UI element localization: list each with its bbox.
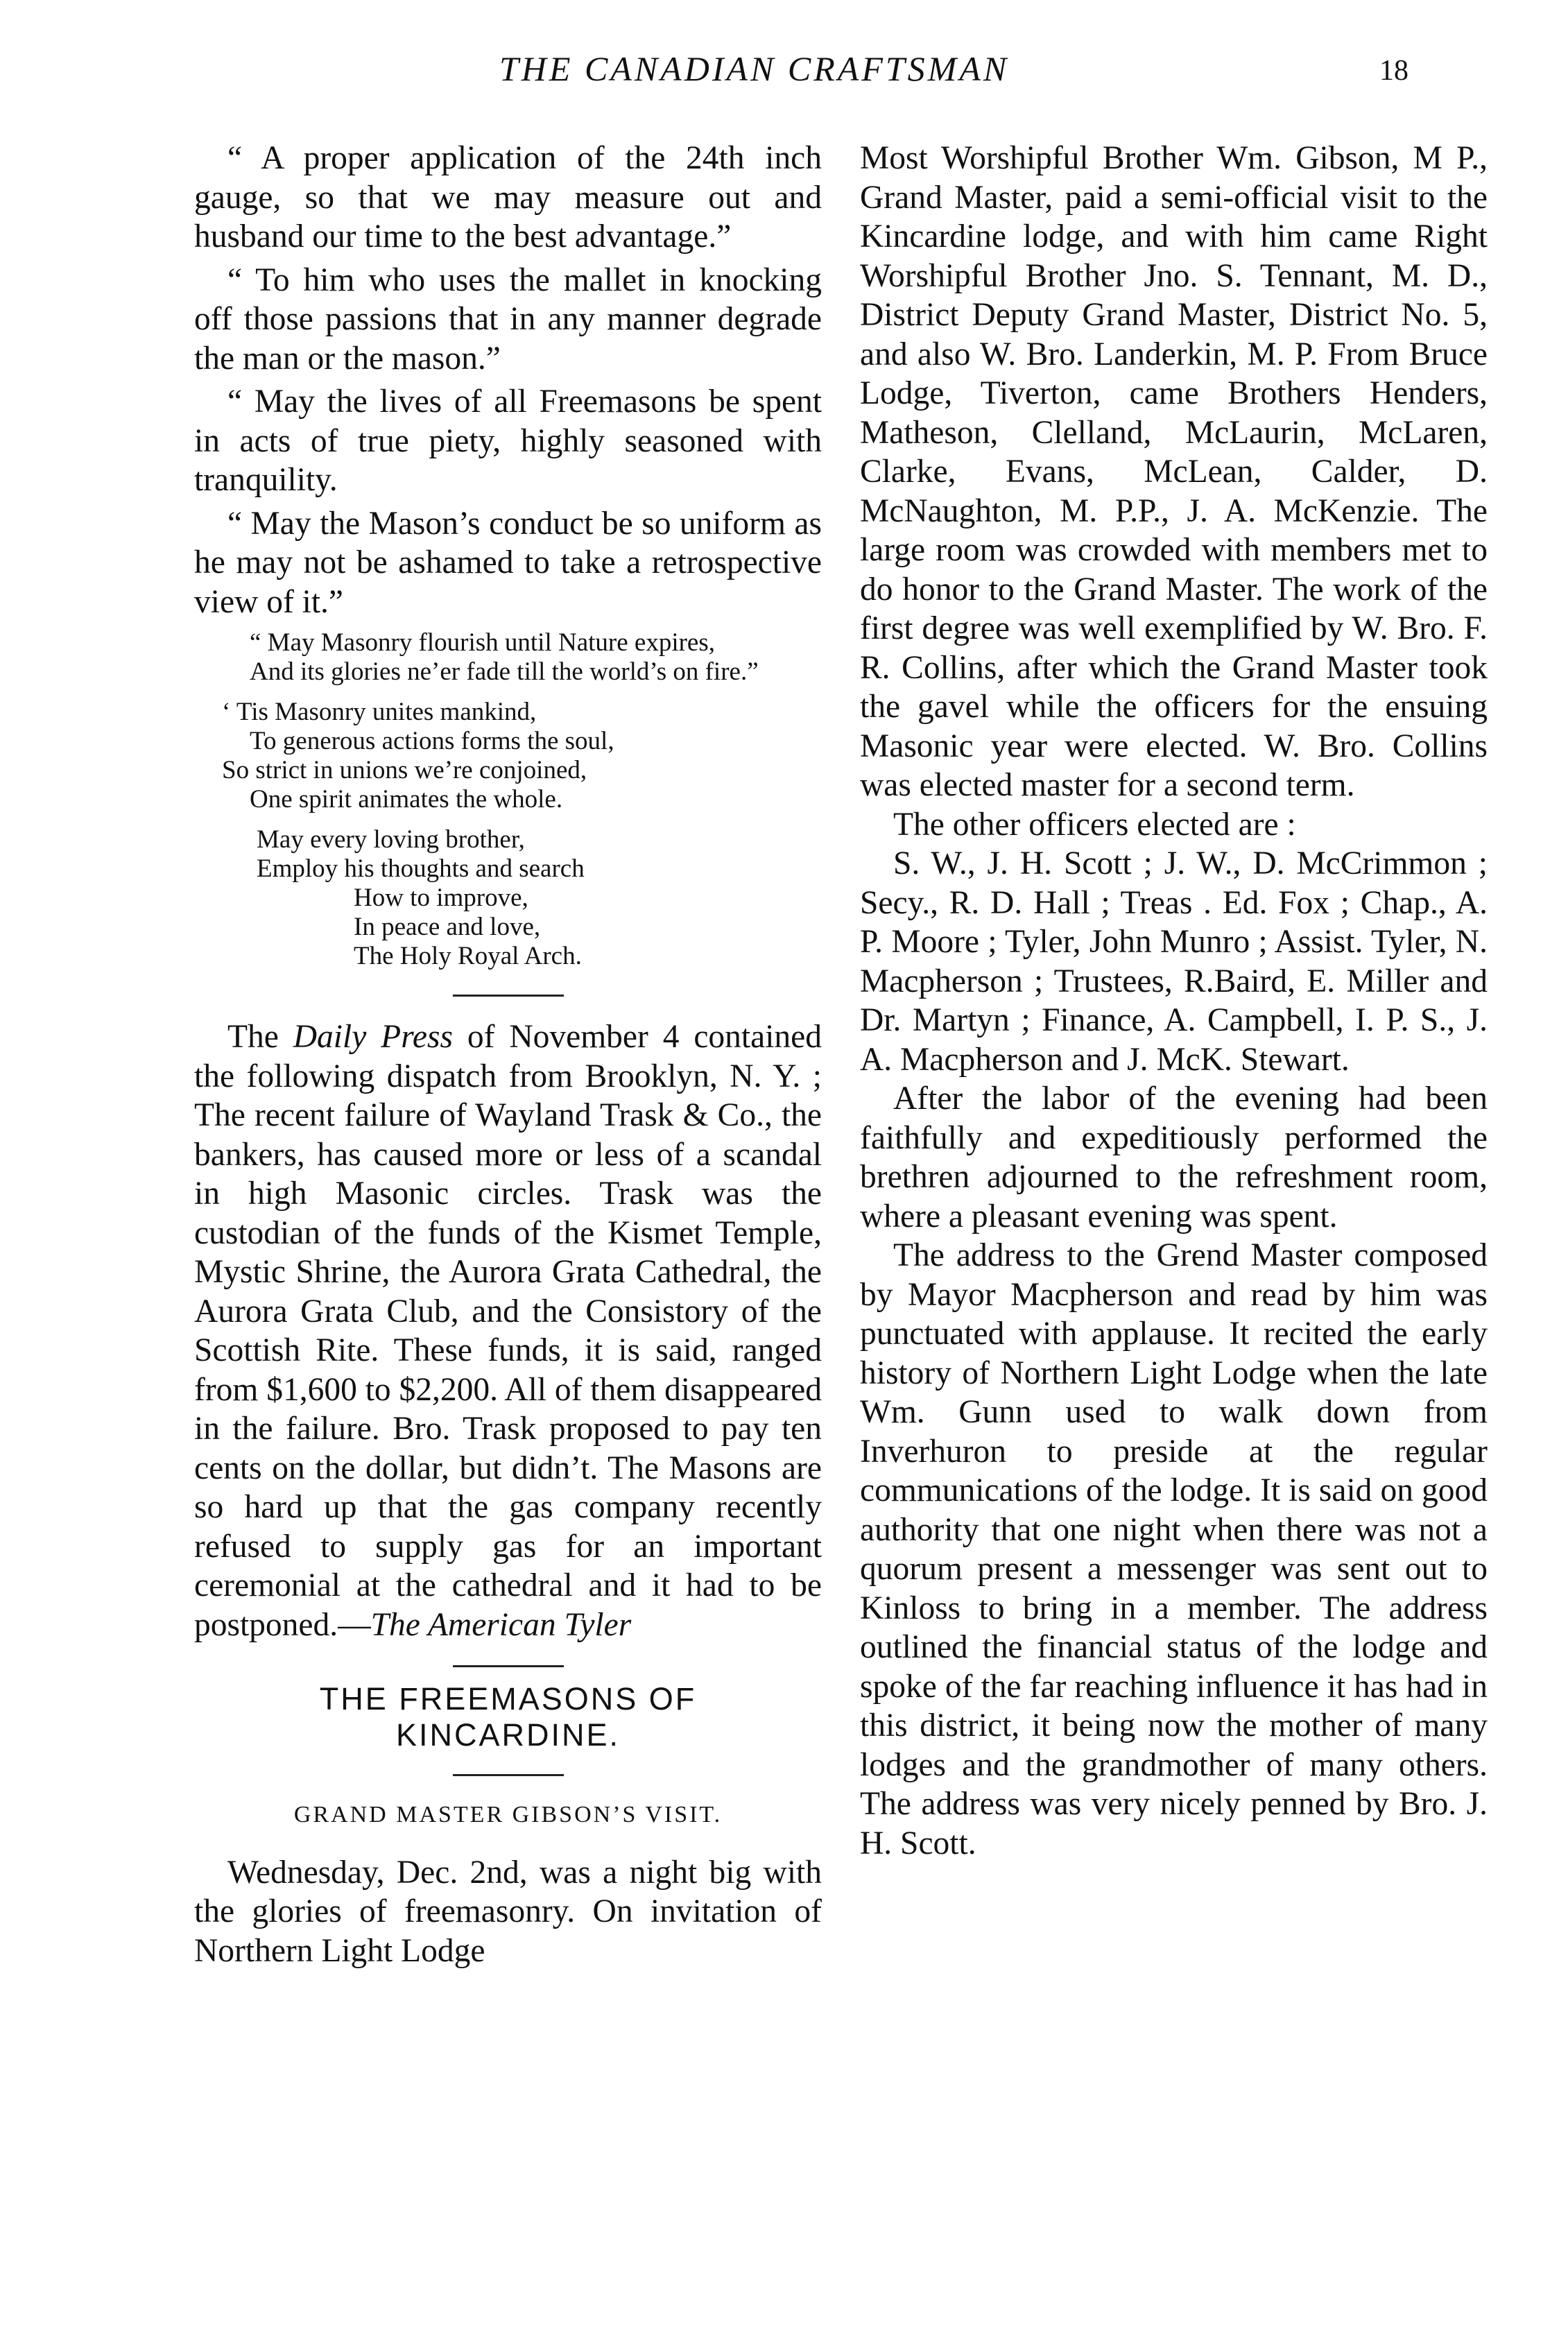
verse-line: One spirit animates the whole. — [250, 785, 563, 814]
section-rule — [453, 1665, 564, 1667]
page-number: 18 — [1379, 55, 1408, 87]
verse-stanza — [194, 825, 822, 971]
section-rule — [453, 995, 564, 997]
officers-intro: The other officers elected are : — [893, 806, 1296, 843]
daily-press-lead: The — [227, 1019, 293, 1055]
officers-list: S. W., J. H. Scott ; J. W., D. McCrimmon ; Secy., R. D. Hall ; Treas . Ed. Fox ; Chap., A. P. Moore ; Tyler, John Munro ; Assist. Tyler, N. Macpherson ; Trustees, R.Baird, E. Miller and Dr. Martyn ; Finance, A. Campbell, I. P. S., J. A. Macpherson and J. McK. Stewart. — [860, 845, 1488, 1078]
daily-press-paragraph — [194, 1017, 822, 1644]
verse-line: In peace and love, — [354, 913, 541, 941]
toast-paragraph: “ May the lives of all Freemasons be spent in acts of true piety, highly seasoned with tranquility. — [194, 384, 822, 498]
left-column — [194, 139, 822, 1970]
daily-press-title: Daily Press — [293, 1019, 453, 1055]
address-paragraph: The address to the Grend Master composed by Mayor Macpherson and read by him was punctuated with applause. It recited the early history of Northern Light Lodge when the late Wm. Gunn used to walk down from Inverhuron to preside at the regular communications of the lodge. It is said on good authority that one night when there was not a quorum present a messenger was sent out to Kinloss to bring in a member. The address outlined the financial status of the lodge and spoke of the far reaching influence it has had in this district, it being now the mother of many lodges and the grandmother of many others. The address was very nicely penned by Bro. J. H. Scott. — [860, 1237, 1488, 1861]
verse-line: And its glories ne’er fade till the world’s on fire.” — [250, 657, 759, 686]
verse-line: Employ his thoughts and search — [257, 854, 585, 883]
visit-continued-paragraph: Most Worshipful Brother Wm. Gibson, M P., Grand Master, paid a semi-official visit to the Kincardine lodge, and with him came Right Worshipful Brother Jno. S. Tennant, M. D., District Deputy Grand Master, District No. 5, and also W. Bro. Landerkin, M. P. From Bruce Lodge, Tiverton, came Brothers Henders, Matheson, Clelland, McLaurin, McLaren, Clarke, Evans, McLean, Calder, D. McNaughton, M. P.P., J. A. McKenzie. The large room was crowded with members met to do honor to the Grand Master. The work of the first degree was well exemplified by W. Bro. F. R. Collins, after which the Grand Master took the gavel while the officers for the ensuing Masonic year were elected. W. Bro. Collins was elected master for a second term. — [860, 140, 1488, 803]
daily-press-source: The American Tyler — [370, 1606, 632, 1643]
verse-line: To generous actions forms the soul, — [250, 727, 614, 755]
daily-press-body: of November 4 contained the following dispatch from Brooklyn, N. Y. ; The recent failure of Wayland Trask & Co., the bankers, has caused more or less of a scandal in high Masonic circles. Trask was the custodian of the funds of the Kismet Temple, Mystic Shrine, the Aurora Grata Cathedral, the Aurora Grata Club, and the Consistory of the Scottish Rite. These funds, it is said, ranged from $1,600 to $2,200. All of them disappeared in the failure. Bro. Trask proposed to pay ten cents on the dollar, but didn’t. The Masons are so hard up that the gas company recently refused to supply gas for an important ceremonial at the cathedral and it had to be postponed.— — [194, 1019, 822, 1643]
article-heading: THE FREEMASONS OF KINCARDINE. — [319, 1681, 697, 1753]
verse-stanza — [194, 698, 822, 814]
verse-line: ‘ Tis Masonry unites mankind, — [222, 698, 537, 726]
refreshment-paragraph: After the labor of the evening had been faithfully and expeditiously performed the brethren adjourned to the refreshment room, where a pleasant evening was spent. — [860, 1081, 1488, 1234]
section-rule — [453, 1774, 564, 1776]
right-column — [860, 139, 1488, 1863]
verse-line: May every loving brother, — [257, 825, 525, 854]
visit-paragraph: Wednesday, Dec. 2nd, was a night big with the glories of freemasonry. On invitation of Northern Light Lodge — [194, 1854, 822, 1969]
verse-stanza — [194, 628, 822, 687]
running-title: THE CANADIAN CRAFTSMAN — [499, 49, 1010, 88]
article-subheading: GRAND MASTER GIBSON’S VISIT. — [293, 1802, 723, 1827]
toast-paragraph: “ May the Mason’s conduct be so uniform as he may not be ashamed to take a retrospective view of it.” — [194, 505, 822, 620]
toast-paragraph: “ To him who uses the mallet in knocking off those passions that in any manner degrade the man or the mason.” — [194, 261, 822, 377]
toast-paragraph: “ A proper application of the 24th inch gauge, so that we may measure out and husband our time to the best advantage.” — [194, 140, 822, 255]
verse-block — [194, 628, 822, 971]
verse-line: How to improve, — [354, 884, 528, 912]
verse-line: “ May Masonry flourish until Nature expires, — [250, 628, 715, 657]
verse-line: The Holy Royal Arch. — [354, 942, 582, 970]
verse-line: So strict in unions we’re conjoined, — [222, 756, 587, 784]
running-header — [0, 35, 1568, 104]
